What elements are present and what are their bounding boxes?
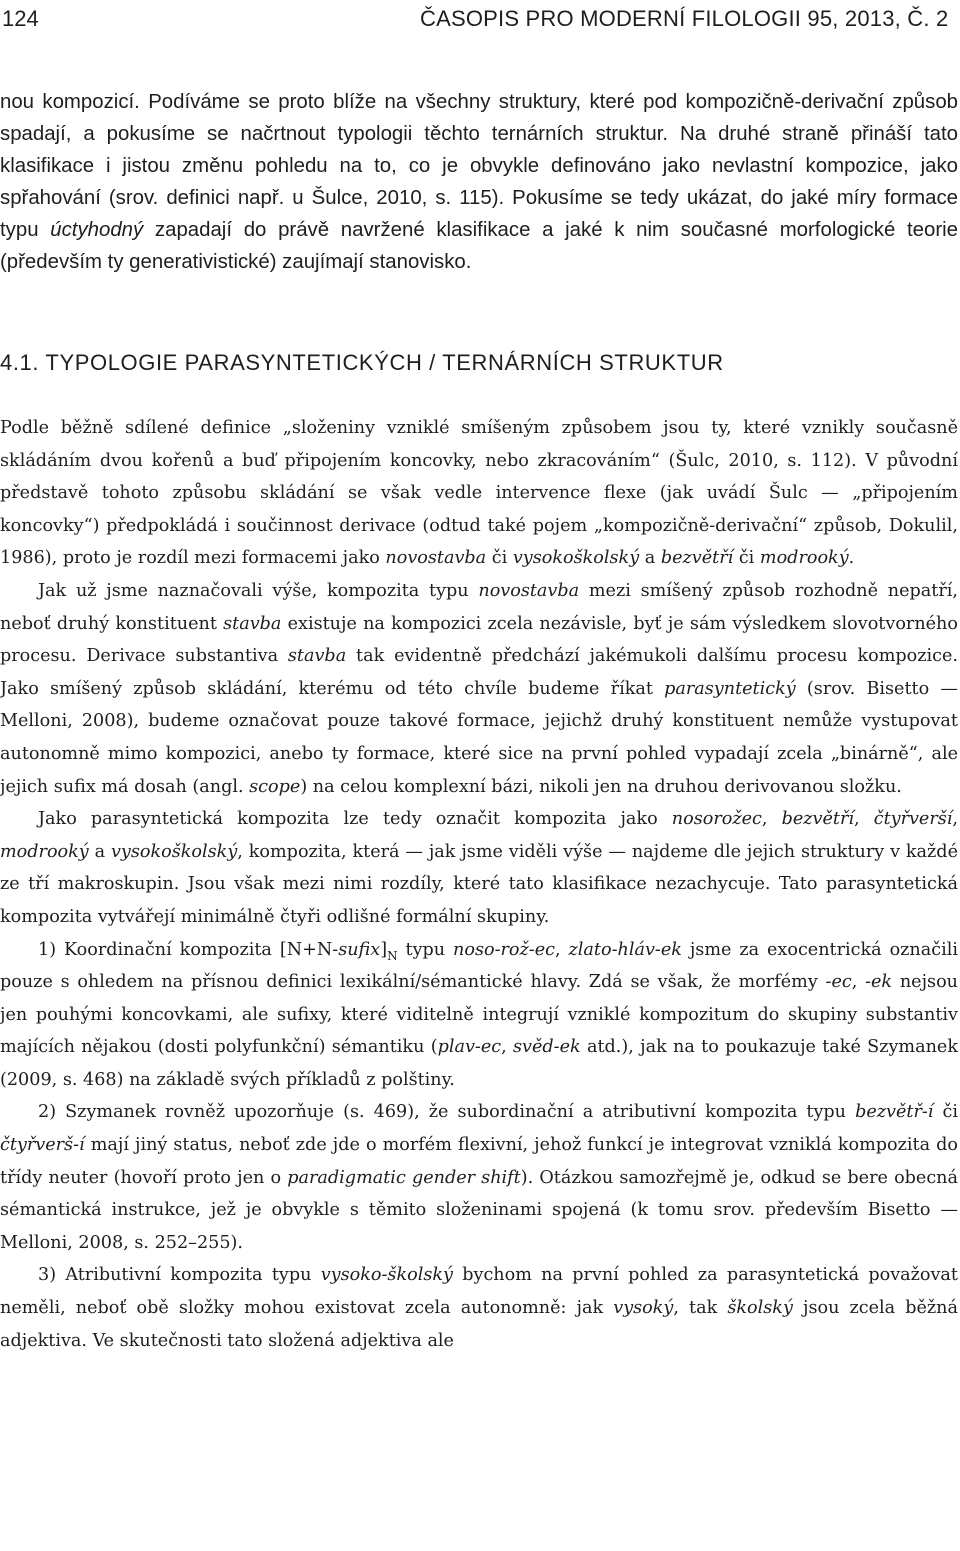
text-run: . bbox=[848, 548, 855, 569]
paragraph-subordinative bbox=[0, 1096, 958, 1259]
text-run: a bbox=[639, 548, 661, 569]
journal-title: ČASOPIS PRO MODERNÍ FILOLOGII 95, 2013, Č. 2 bbox=[420, 6, 949, 31]
text-run: či bbox=[486, 548, 513, 569]
paragraph-novostavba bbox=[0, 575, 958, 803]
text-run: ] bbox=[380, 939, 388, 960]
text-run: ). Otázkou samozřejmě je, odkud se bere obecná sémantická instrukce, jež je obvykle s těmito složeninami spojená (k tomu srov. především Bisetto — Melloni, 2008, s. 252–255). bbox=[0, 1167, 959, 1253]
text-run: , bbox=[501, 1037, 513, 1058]
text-run: tak evidentně předchází jakémukoli dalšímu procesu kompozice. Jako smíšený způsob skládání, kterému od této chvíle budeme říkat bbox=[0, 646, 958, 699]
text-run: typu bbox=[397, 939, 454, 960]
intro-emphasis: úctyhodný bbox=[50, 219, 144, 241]
emphasis: stavba bbox=[223, 613, 282, 634]
text-run: či bbox=[733, 548, 760, 569]
text-run: či bbox=[933, 1102, 958, 1123]
text-run: , bbox=[761, 809, 782, 830]
paragraph-definition bbox=[0, 412, 958, 575]
emphasis: modrooký bbox=[759, 548, 849, 569]
text-run: nejsou jen pouhými koncovkami, ale sufixy, které viditelně integrují vzniklé kompozitum do skupiny substantiv majících nějakou (dosti polyfunkční) sémantiku ( bbox=[0, 972, 958, 1058]
emphasis: parasyntetický bbox=[664, 678, 796, 699]
subscript: N bbox=[387, 948, 398, 963]
emphasis: čtyřverší bbox=[873, 809, 953, 830]
text-run: Podle běžně sdílené definice „složeniny vzniklé smíšeným způsobem jsou ty, které vznikly současně skládáním dvou kořenů a buď připojením koncovky, nebo zkracováním“ (Šulc, 2010, s. 112). V původní představě tohoto způsobu skládání se však vedle intervence flexe (jak uvádí Šulc — „připojením koncovky“) předpokládá i součinnost derivace (odtud také pojem „kompozičně-derivační“ způsob, Dokulil, 1986), proto je rozdíl mezi formacemi jako bbox=[0, 418, 958, 569]
text-run: (srov. Bisetto — Melloni, 2008), budeme označovat pouze takové formace, jejichž druhý konstituent nemůže vystupovat autonomně mimo kompozici, anebo ty formace, které sice na první pohled vypadají zcela „binárně“, ale jejich sufix má dosah (angl. bbox=[0, 678, 958, 797]
emphasis: plav-ec bbox=[437, 1037, 502, 1058]
emphasis: zlato-hláv-ek bbox=[568, 939, 682, 960]
text-run: , bbox=[952, 809, 959, 830]
paragraph-attributive bbox=[0, 1259, 958, 1357]
text-run: , bbox=[851, 972, 866, 993]
paragraph-parasynthetic bbox=[0, 803, 958, 933]
text-run: bychom na první pohled za parasyntetická považovat neměli, neboť obě složky mohou existovat zcela autonomně: jak bbox=[0, 1265, 958, 1319]
text-run: , bbox=[854, 809, 874, 830]
emphasis: scope bbox=[249, 776, 301, 797]
emphasis: čtyřverš-í bbox=[0, 1135, 85, 1156]
text-run: Jak už jsme naznačovali výše, kompozita typu bbox=[38, 580, 479, 601]
emphasis: školský bbox=[727, 1298, 793, 1319]
emphasis: -ek bbox=[865, 972, 893, 993]
text-run: 3) Atributivní kompozita typu bbox=[38, 1265, 321, 1286]
text-run: mají jiný status, neboť zde jde o morfém flexivní, jehož funkcí je integrovat vzniklá kompozita do třídy neuter (hovoří proto jen o bbox=[0, 1135, 958, 1188]
text-run: jsme za exocentrická označili pouze s ohledem na přísnou definici lexikální/sémantické hlavy. Zdá se však, že morfémy bbox=[0, 939, 958, 993]
text-run: , bbox=[555, 939, 569, 960]
emphasis: bezvětří bbox=[781, 809, 854, 830]
text-run: , tak bbox=[673, 1298, 728, 1319]
text-run: , kompozita, která — jak jsme viděli výše — najdeme dle jejich struktury v každé ze tří makroskupin. Jsou však mezi nimi rozdíly, které tato klasifikace nezachycuje. Tato parasyntetická kompozita vytvářejí minimálně čtyři odlišné formální skupiny. bbox=[0, 841, 958, 927]
running-header bbox=[0, 6, 960, 46]
emphasis: paradigmatic gender shift bbox=[287, 1167, 521, 1188]
body-text bbox=[0, 412, 958, 1357]
emphasis: vysokoškolský bbox=[512, 548, 640, 569]
emphasis: noso-rož-ec bbox=[453, 939, 556, 960]
text-run: Jako parasyntetická kompozita lze tedy označit kompozita jako bbox=[38, 809, 672, 830]
text-run: ) na celou komplexní bázi, nikoli jen na druhou derivovanou složku. bbox=[300, 776, 902, 797]
emphasis: novostavba bbox=[385, 548, 487, 569]
intro-text-a: nou kompozicí. Podíváme se proto blíže na všechny struktury, které pod kompozičně-derivační způsob spadají, a pokusíme se načrtnout typologii těchto ternárních struktur. Na druhé straně přináší tato klasifikace i jistou změnu pohledu na to, co je obvykle definováno jako nevlastní kompozice, jako spřahování (srov. definici např. u Šulce, 2010, s. 115). Pokusíme se tedy ukázat, do jaké míry formace typu bbox=[0, 91, 958, 241]
emphasis: nosorožec bbox=[671, 809, 762, 830]
emphasis: modrooký bbox=[0, 841, 89, 862]
emphasis: -ec bbox=[825, 972, 852, 993]
text-run: jsou zcela běžná adjektiva. Ve skutečnosti tato složená adjektiva ale bbox=[0, 1298, 958, 1351]
text-run: a bbox=[88, 841, 111, 862]
text-run: existuje na kompozici zcela nezávisle, byť je sám výsledkem slovotvorného procesu. Derivace substantiva bbox=[0, 613, 958, 667]
emphasis: vysoký bbox=[613, 1298, 674, 1319]
emphasis: bezvětří bbox=[660, 548, 734, 569]
emphasis: vysoko-školský bbox=[320, 1265, 453, 1286]
section-heading: 4.1. TYPOLOGIE PARASYNTETICKÝCH / TERNÁRNÍCH STRUKTUR bbox=[0, 350, 724, 375]
emphasis: bezvětř-í bbox=[855, 1102, 934, 1123]
text-run: mezi smíšený způsob rozhodně nepatří, neboť druhý konstituent bbox=[0, 580, 958, 634]
emphasis: svěd-ek bbox=[513, 1037, 581, 1058]
emphasis: vysokoškolský bbox=[110, 841, 238, 862]
page-number: 124 bbox=[2, 6, 39, 31]
intro-text-b: zapadají do právě navržené klasifikace a jaké k nim současné morfologické teorie (především ty generativistické) zaujímají stanovisko. bbox=[0, 219, 958, 273]
emphasis: sufix bbox=[338, 939, 381, 960]
text-run: 2) Szymanek rovněž upozorňuje (s. 469), že subordinační a atributivní kompozita typu bbox=[38, 1102, 856, 1123]
paragraph-coordinative bbox=[0, 934, 958, 1097]
intro-paragraph bbox=[0, 86, 958, 278]
emphasis: novostavba bbox=[478, 580, 580, 601]
emphasis: stavba bbox=[287, 646, 347, 667]
text-run: atd.), jak na to poukazuje také Szymanek (2009, s. 468) na základě svých příkladů z polštiny. bbox=[0, 1037, 958, 1090]
text-run: 1) Koordinační kompozita [N+N- bbox=[38, 939, 339, 960]
